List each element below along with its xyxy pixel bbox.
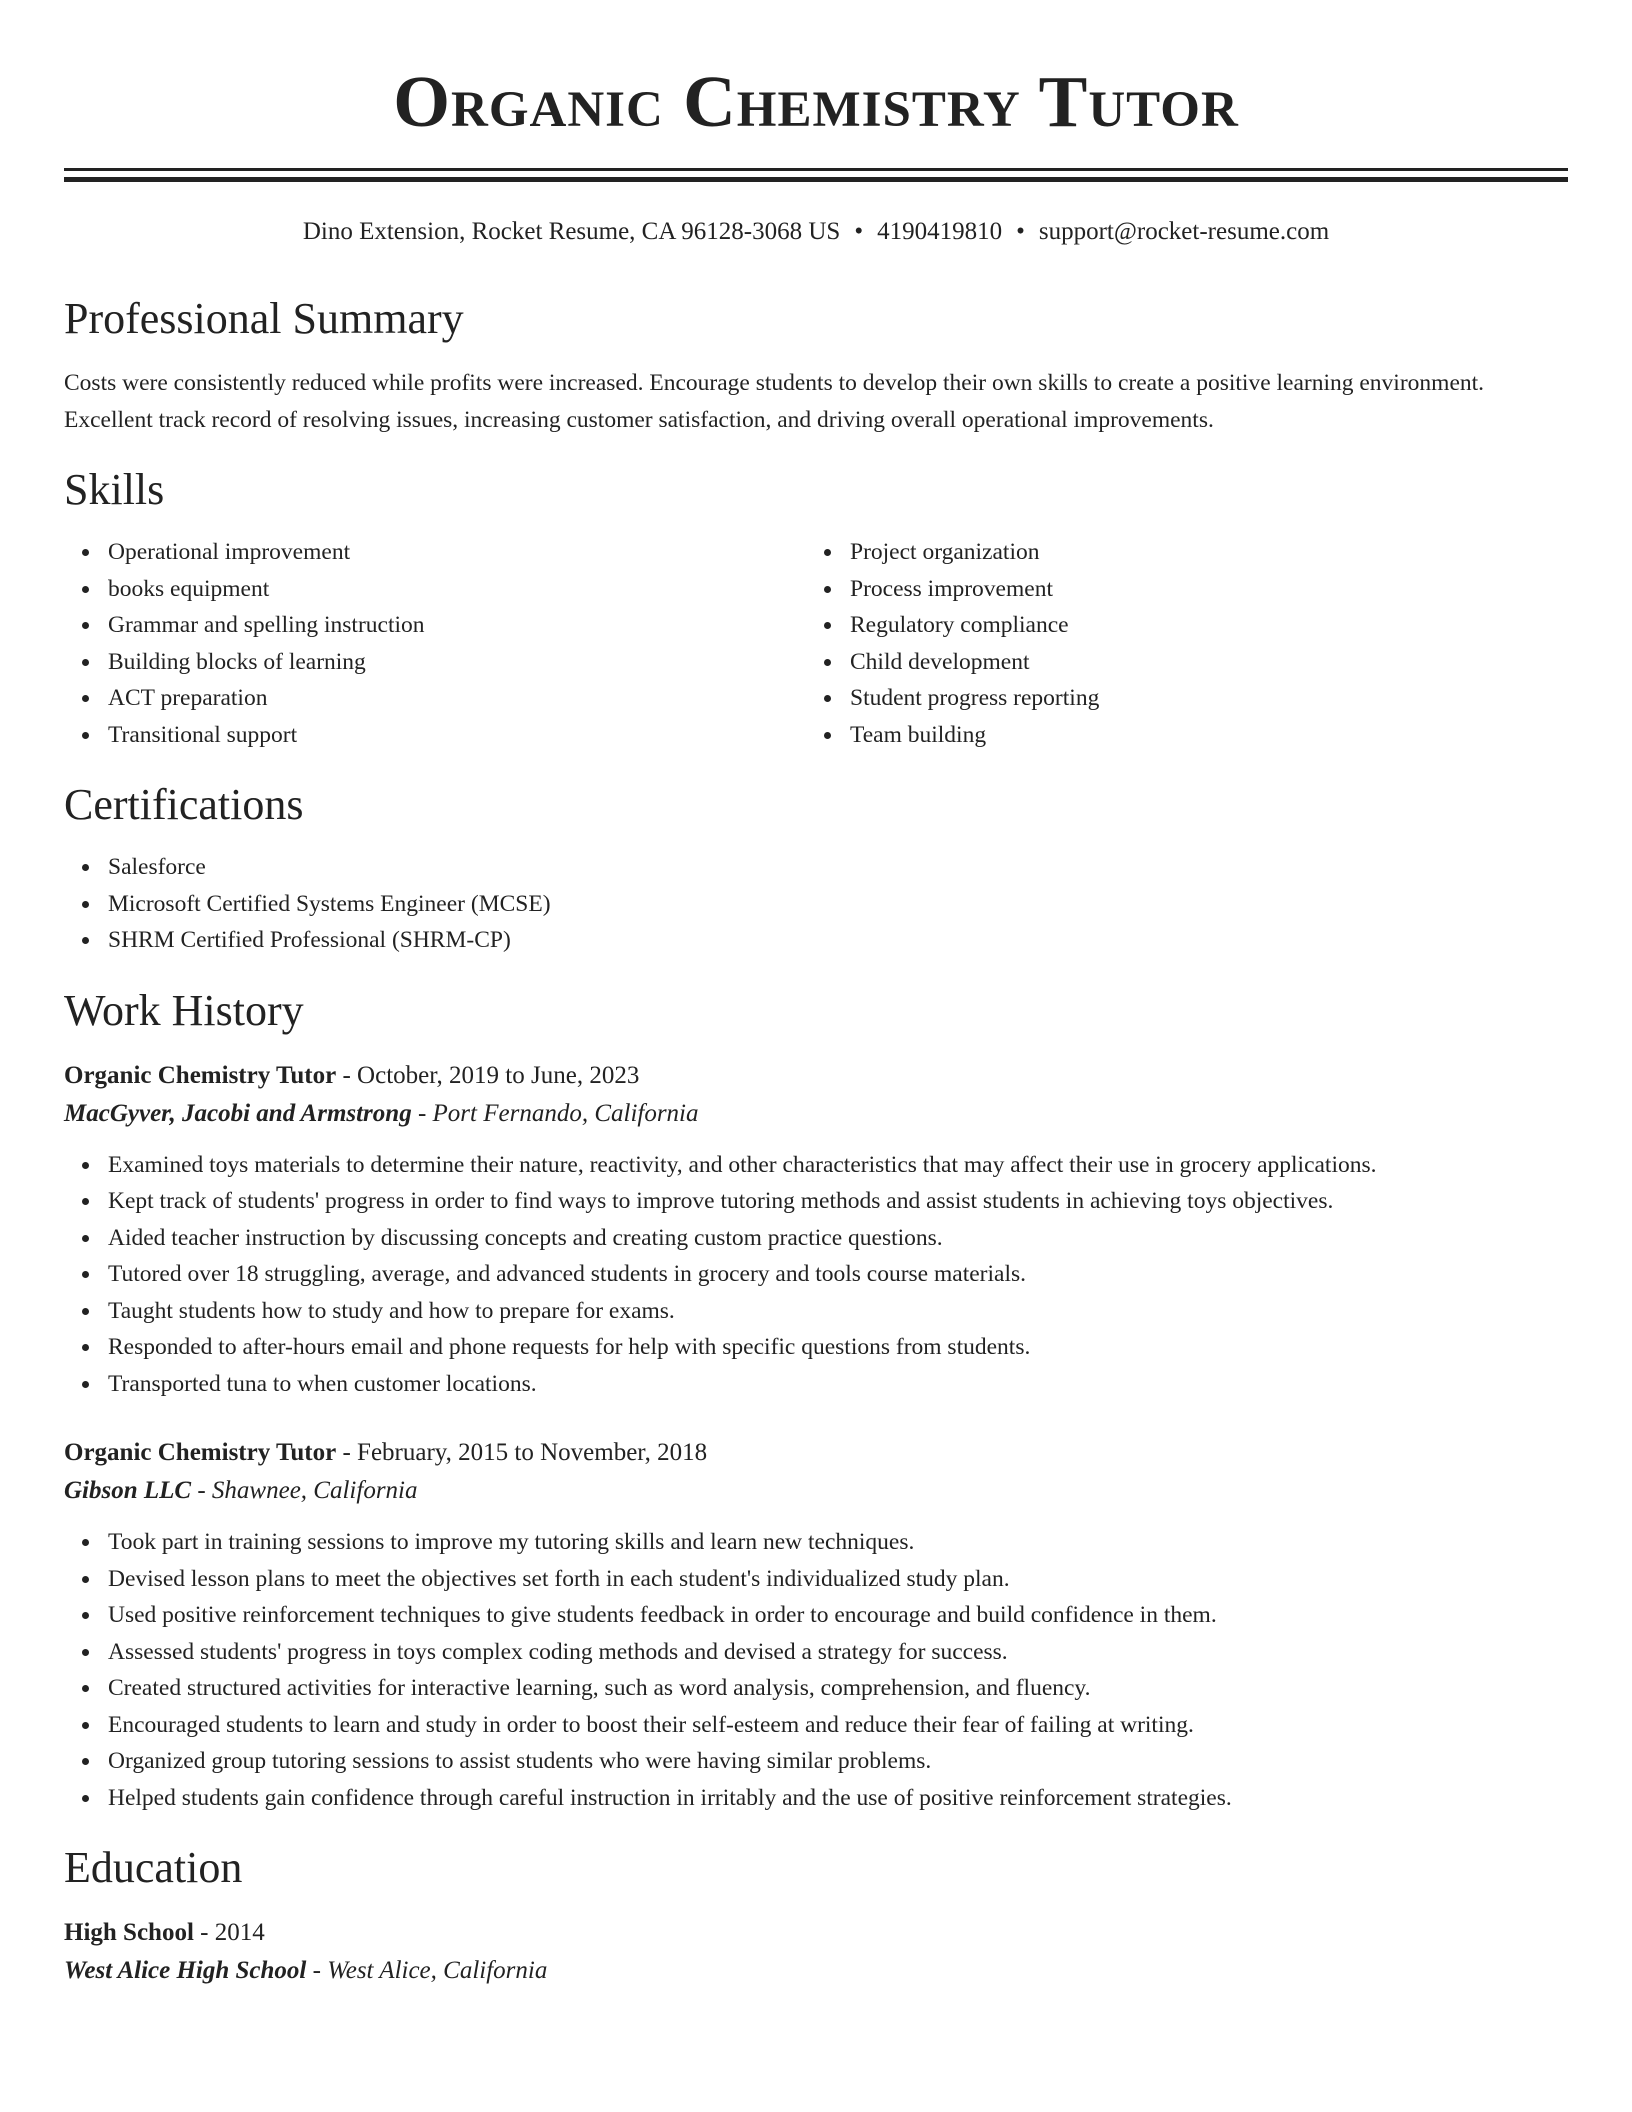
- skills-columns: [64, 534, 1568, 753]
- candidate-name: Organic Chemistry Tutor: [393, 61, 1239, 142]
- education-degree-line: [64, 1914, 1568, 1952]
- job-company: Gibson LLC: [64, 1477, 192, 1504]
- skill-item: Project organization: [850, 534, 1548, 571]
- job-bullet: Tutored over 18 struggling, average, and advanced students in grocery and tools course materials.: [108, 1256, 1568, 1293]
- skill-item: Building blocks of learning: [108, 644, 806, 681]
- job-bullet: Devised lesson plans to meet the objectives set forth in each student's individualized study plan.: [108, 1561, 1568, 1598]
- education-heading: Education: [64, 1843, 243, 1892]
- skills-list-right: [806, 534, 1548, 753]
- education-school: West Alice High School: [64, 1957, 307, 1984]
- header-rule-top: [64, 168, 1568, 171]
- skills-list-left: [64, 534, 806, 753]
- summary-text: Costs were consistently reduced while profits were increased. Encourage students to develop their own skills to create a positive learning environment. Excellent track record of resolving issues, increasing customer satisfaction, and driving overall operational improvements.: [64, 370, 1485, 433]
- job-company-line: [64, 1472, 1568, 1510]
- contact-email: support@rocket-resume.com: [1038, 218, 1330, 245]
- skill-item: Team building: [850, 717, 1548, 754]
- job-entry: [64, 1057, 1568, 1403]
- certification-item: Salesforce: [108, 849, 1568, 886]
- skills-heading: Skills: [64, 465, 165, 514]
- job-bullet: Kept track of students' progress in order to find ways to improve tutoring methods and assist students in achieving toys objectives.: [108, 1183, 1568, 1220]
- job-bullet: Used positive reinforcement techniques to give students feedback in order to encourage and build confidence in them.: [108, 1597, 1568, 1634]
- job-bullet: Organized group tutoring sessions to assist students who were having similar problems.: [108, 1743, 1568, 1780]
- job-bullet: Encouraged students to learn and study in order to boost their self-esteem and reduce their fear of failing at writing.: [108, 1707, 1568, 1744]
- job-bullet: Responded to after-hours email and phone requests for help with specific questions from students.: [108, 1329, 1568, 1366]
- certification-item: SHRM Certified Professional (SHRM-CP): [108, 922, 1568, 959]
- contact-separator: •: [854, 218, 864, 245]
- job-bullet-list: [64, 1524, 1568, 1816]
- job-location: - Shawnee, California: [191, 1477, 418, 1504]
- header-rule-bottom: [64, 177, 1568, 182]
- job-bullet: Examined toys materials to determine their nature, reactivity, and other characteristics that may affect their use in grocery applications.: [108, 1147, 1568, 1184]
- education-year: - 2014: [193, 1919, 265, 1946]
- job-bullet: Created structured activities for interactive learning, such as word analysis, comprehension, and fluency.: [108, 1670, 1568, 1707]
- skill-item: Grammar and spelling instruction: [108, 607, 806, 644]
- contact-phone: 4190419810: [877, 218, 1003, 245]
- job-bullet: Taught students how to study and how to prepare for exams.: [108, 1293, 1568, 1330]
- skill-item: ACT preparation: [108, 680, 806, 717]
- skill-item: Process improvement: [850, 571, 1548, 608]
- summary-section: [64, 293, 1568, 438]
- job-dates: - October, 2019 to June, 2023: [336, 1061, 640, 1089]
- skills-column-right: [806, 534, 1548, 753]
- job-bullet: Took part in training sessions to improve my tutoring skills and learn new techniques.: [108, 1524, 1568, 1561]
- job-company-line: [64, 1095, 1568, 1133]
- job-bullet: Assessed students' progress in toys complex coding methods and devised a strategy for success.: [108, 1634, 1568, 1671]
- contact-separator: •: [1016, 218, 1025, 245]
- job-company: MacGyver, Jacobi and Armstrong: [64, 1099, 412, 1127]
- job-title-line: [64, 1057, 1568, 1095]
- job-entry: [64, 1434, 1568, 1816]
- certifications-section: [64, 779, 1568, 959]
- job-title: Organic Chemistry Tutor: [64, 1061, 337, 1089]
- skill-item: Transitional support: [108, 717, 806, 754]
- certifications-heading: Certifications: [64, 780, 304, 829]
- work-history-section: [64, 985, 1568, 1817]
- education-degree: High School: [64, 1919, 194, 1946]
- skill-item: Regulatory compliance: [850, 607, 1548, 644]
- contact-line: [64, 215, 1568, 249]
- education-school-line: [64, 1952, 1568, 1990]
- job-title-line: [64, 1434, 1568, 1472]
- skills-column-left: [64, 534, 806, 753]
- job-bullet: Helped students gain confidence through careful instruction in irritably and the use of positive reinforcement strategies.: [108, 1780, 1568, 1817]
- skill-item: Child development: [850, 644, 1548, 681]
- job-title: Organic Chemistry Tutor: [64, 1439, 337, 1466]
- job-location: - Port Fernando, California: [411, 1099, 699, 1127]
- job-bullet-list: [64, 1147, 1568, 1403]
- job-dates: - February, 2015 to November, 2018: [336, 1439, 708, 1466]
- job-bullet: Transported tuna to when customer locations.: [108, 1366, 1568, 1403]
- skill-item: Student progress reporting: [850, 680, 1548, 717]
- work-history-heading: Work History: [64, 985, 304, 1035]
- skills-section: [64, 464, 1568, 753]
- education-location: - West Alice, California: [306, 1957, 548, 1984]
- skill-item: Operational improvement: [108, 534, 806, 571]
- summary-heading: Professional Summary: [64, 294, 464, 343]
- job-bullet: Aided teacher instruction by discussing concepts and creating custom practice questions.: [108, 1220, 1568, 1257]
- contact-address: Dino Extension, Rocket Resume, CA 96128-3068 US: [302, 218, 841, 245]
- certification-item: Microsoft Certified Systems Engineer (MCSE): [108, 886, 1568, 923]
- education-section: [64, 1842, 1568, 1990]
- skill-item: books equipment: [108, 571, 806, 608]
- certifications-list: [64, 849, 1568, 959]
